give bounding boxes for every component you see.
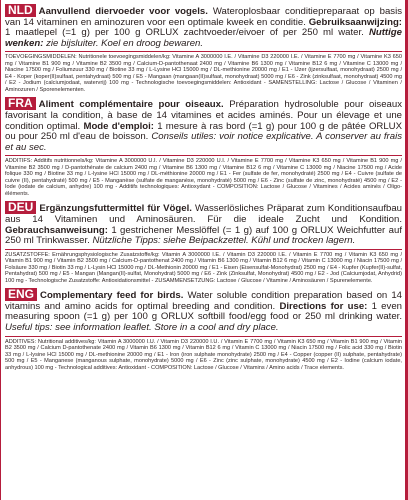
section-intro: Préparation hydrosoluble pour oiseaux favorisant la condition, à base de 14 vitamines et acides aminés. Pour un élevage et une condition optimal. xyxy=(5,99,403,132)
usage-text: 1 mesure à ras bord (=1 g) pour 100 g de pâtée ORLUX ou pour 250 ml d'eau de boisson. xyxy=(5,120,403,143)
section-title: Aliment complémentaire pour oiseaux. xyxy=(38,99,224,111)
usage-text: 1 gestrichener Messlöffel (= 1 g) auf 100 g ORLUX Weichfutter auf 250 ml Trinkwasser. xyxy=(5,224,402,247)
language-badge: NLD xyxy=(5,4,36,17)
section-eng xyxy=(5,288,402,371)
section-title: Aanvullend diervoeder voor vogels. xyxy=(38,6,208,17)
section-title: Ergänzungsfuttermittel für Vögel. xyxy=(39,203,192,215)
section-intro: Water soluble condition preparation based on 14 vitamins and amino acids for optimal breeding and condition. xyxy=(5,290,402,312)
section-intro: Wasserlösliches Präparat zum Konditionsaufbau aus 14 Vitaminen und Aminosäuren. Für die ideale Zucht und Kondition. xyxy=(5,203,402,225)
section-fra xyxy=(5,97,402,197)
usage-label: Gebrauchsanweisung: xyxy=(5,224,108,236)
notes-text: see information leaflet. Store in a cool and dry place. xyxy=(55,322,279,333)
usage-text: 1 even measuring spoon (=1 g) per 100 g ORLUX softbill food/egg food or 250 ml drinking water. xyxy=(5,300,402,323)
section-title: Complementary feed for birds. xyxy=(40,290,184,302)
notes-label: Nuttige wenken: xyxy=(5,27,402,49)
section-nld xyxy=(5,4,402,93)
additives-text: ZUSATZSTOFFE: Ernährungsphysiologische Zusatzstoffe/kg: Vitamin A 3000000 I.E. / Vitamin D3 220000 I.E. / Vitamin E 7700 mg / Vitamin K3 650 mg / Vitamin B1 900 mg / Vitamin B2 3500 mg / Calcium-D-pantothenat 2400 mg / Vitamin B6 1300 mg / Vitamin B12 6 mg / Vitamin C 13000 mg / Niacin 17500 mg / Folsäure 330 mg / Biotin 33 mg / L-Lysin HCl 15000 mg / DL-Methionin 20000 mg / E1 - Eisen (Eisensulfat-Monohydrat) 2500 mg / E4 - Kupfer (Kupfer(II)-sulfat, Pentahydrat) 500 mg / E5 - Mangan (Mangan(II)-sulfat, Monohydrat) 5000 mg / E6 - Zink (Zinksulfat, Monohydrat) 4500 mg / E2 - Jod (Calciumjodat, Anhydrid) 100 mg - Technologische Zusatzstoffe: Antioxidationsmittel - ZUSAMMENSETZUNG: Lactose / Glucose / Vitamine / Aminosäuren / Spurenelemente. xyxy=(5,251,402,284)
divider xyxy=(5,336,402,337)
language-badge: ENG xyxy=(5,288,37,301)
section-head xyxy=(5,288,402,333)
notes-text: zie bijsluiter. Koel en droog bewaren. xyxy=(46,37,204,49)
section-head xyxy=(5,4,402,49)
divider xyxy=(5,249,402,250)
divider xyxy=(5,51,402,52)
section-deu xyxy=(5,201,402,284)
section-head xyxy=(5,201,402,246)
language-badge: DEU xyxy=(5,201,36,214)
additives-text: ADDITIVES: Nutritional additives/kg: Vitamin A 3000000 I.U. / Vitamin D3 220000 I.U. / Vitamin E 7700 mg / Vitamin K3 650 mg / Vitamin B1 900 mg / Vitamin B2 3500 mg / Calcium D-pantothenate 2400 mg / Vitamin B6 1300 mg / Vitamin B12 6 mg / Vitamin C 13000 mg / Niacin 17500 mg / Folic acid 330 mg / Biotin 33 mg / L-lysine HCl 15000 mg / DL-methionine 20000 mg / E1 - Iron (iron sulphate monohydrate) 2500 mg / E4 - Copper (copper (II) sulphate, pentahydrate) 500 mg / E5 - Manganese (manganous sulphate, monohydrate) 5000 mg / E6 - Zinc (zinc sulphate, monohydrate) 4500 mg / E2 - Iodine (calcium iodate, anhydrous) 100 mg - Technological additives: Antioxidant - COMPOSITION: Lactose / Glucose / Vitamins / Amino acids / Trace elements. xyxy=(5,338,402,371)
usage-label: Directions for use: xyxy=(279,300,368,312)
section-head xyxy=(5,97,402,153)
section-intro: Wateroplosbaar conditiepreparaat op basis van 14 vitaminen en aminozuren voor een optimale kweek en conditie. xyxy=(5,6,403,28)
notes-label: Nützliche Tipps: xyxy=(92,235,161,247)
notes-label: Useful tips: xyxy=(5,322,53,333)
notes-label: Conseils utiles: xyxy=(151,131,217,143)
usage-label: Gebruiksaanwijzing: xyxy=(308,16,402,28)
usage-text: 1 maatlepel (=1 g) per 100 g ORLUX zachtvoeder/eivoer of per 250 ml water. xyxy=(5,27,364,39)
divider xyxy=(5,155,402,156)
language-badge: FRA xyxy=(5,97,36,110)
usage-label: Mode d'emploi: xyxy=(83,120,154,132)
notes-text: siehe Beipackzettel. Kühl und trocken lagern. xyxy=(163,235,356,247)
additives-text: TOEVOEGINGSMIDDELEN: Nutritionele toevoegingsmiddelen/kg: Vitamine A 3000000 I.E. / Vitamine D3 220000 I.E. / Vitamine E 7700 mg / Vitamine K3 650 mg / Vitamine B1 900 mg / Vitamine B2 3500 mg / Calcium-D-pantothenaat 2400 mg / Vitamine B6 1300 mg / Vitamine B12 6 mg / Vitamine C 13000 mg / Niacine 17500 mg / Foliumzuur 330 mg / Biotine 33 mg / L-Lysine HCl 15000 mg / DL-methionine 20000 mg / E1 - IJzer (ijzersulfaat, monohydraat) 2500 mg / E4 - Koper (koper(II)sulfaat, pentahydraat) 500 mg / E5 - Mangaan (mangaan(II)sulfaat, monohydraat) 5000 mg / E6 - Zink (zinksulfaat, monohydraat) 4500 mg / E2 - Jodium (calciumjodaat, watervrij) 100 mg - Technologische toevoegingsmiddelen: Antioxidant - SAMENSTELLING: Lactose / Glucose / Vitaminen / Aminozuren / Sporenelementen. xyxy=(5,54,402,93)
additives-text: ADDITIFS: Additifs nutritionnels/kg: Vitamine A 3000000 U.I. / Vitamine D3 220000 U.I. / Vitamine E 7700 mg / Vitamine K3 650 mg / Vitamine B1 900 mg / Vitamine B2 3500 mg / D-pantothénate de calcium 2400 mg / Vitamine B6 1300 mg / Vitamine B12 6 mg / Vitamine C 13000 mg / Niacine 17500 mg / Acide folique 330 mg / Biotine 33 mg / L-lysine HCl 15000 mg / DL-méthionine 20000 mg / E1 - Fer (sulfate de fer, monohydraté) 2500 mg / E4 - Cuivre (sulfate de cuivre (II), pentahydraté) 500 mg / E5 - Manganèse (sulfate de manganèse, monohydraté) 5000 mg / E6 - Zinc (sulfate de zinc, monohydraté) 4500 mg / E2 - Iode (iodate de calcium, anhydre) 100 mg - Additifs technologiques: Antioxydant - COMPOSITION: Lactose / Glucose / Vitamines / Acides aminés / Oligo-éléments. xyxy=(5,158,402,197)
notes-text: voir notice explicative. A conserver au frais et au sec. xyxy=(5,131,402,153)
